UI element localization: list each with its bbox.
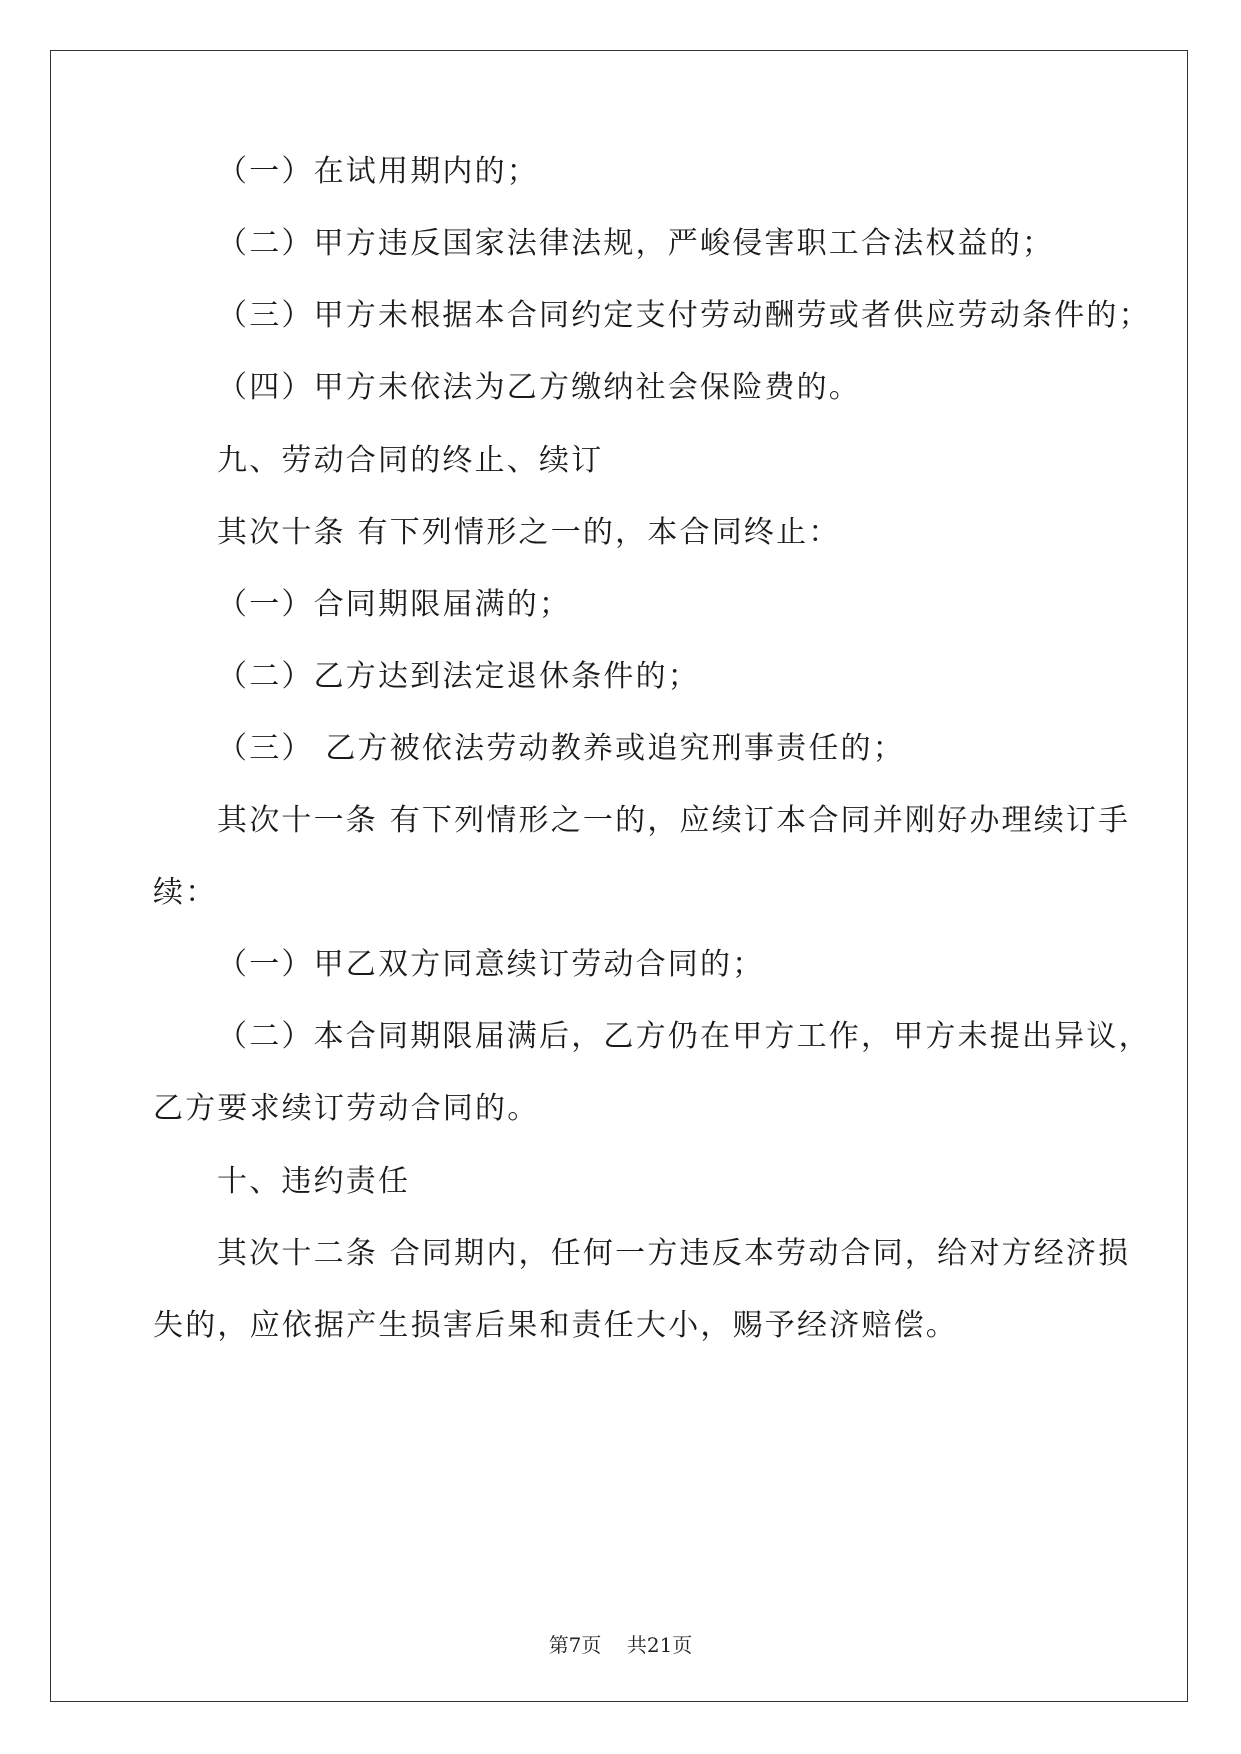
paragraph-1: （一）在试用期内的； [217, 154, 539, 189]
paragraph-12-cont: 乙方要求续订劳动合同的。 [153, 1091, 540, 1126]
paragraph-3: （三）甲方未根据本合同约定支付劳动酬劳或者供应劳动条件的； [217, 298, 1151, 333]
paragraph-8: （二）乙方达到法定退休条件的； [217, 659, 700, 694]
paragraph-10-cont: 续： [153, 875, 218, 910]
paragraph-10: 其次十一条 有下列情形之一的，应续订本合同并刚好办理续订手 [217, 803, 1131, 838]
paragraph-7: （一）合同期限届满的； [217, 587, 572, 622]
section-heading-9: 九、劳动合同的终止、续订 [217, 443, 604, 478]
paragraph-4: （四）甲方未依法为乙方缴纳社会保险费的。 [217, 370, 861, 405]
paragraph-2: （二）甲方违反国家法律法规，严峻侵害职工合法权益的； [217, 226, 1055, 261]
paragraph-14-cont: 失的，应依据产生损害后果和责任大小，赐予经济赔偿。 [153, 1308, 958, 1343]
paragraph-11: （一）甲乙双方同意续订劳动合同的； [217, 947, 765, 982]
paragraph-9: （三） 乙方被依法劳动教养或追究刑事责任的； [217, 731, 905, 766]
paragraph-14: 其次十二条 合同期内，任何一方违反本劳动合同，给对方经济损 [217, 1236, 1131, 1271]
section-heading-10: 十、违约责任 [217, 1164, 411, 1199]
paragraph-12: （二）本合同期限届满后，乙方仍在甲方工作，甲方未提出异议， [217, 1019, 1151, 1054]
page-footer [0, 1632, 1241, 1658]
page-number-label: 第7页 共21页 [548, 1633, 693, 1657]
paragraph-6: 其次十条 有下列情形之一的，本合同终止： [217, 515, 841, 550]
